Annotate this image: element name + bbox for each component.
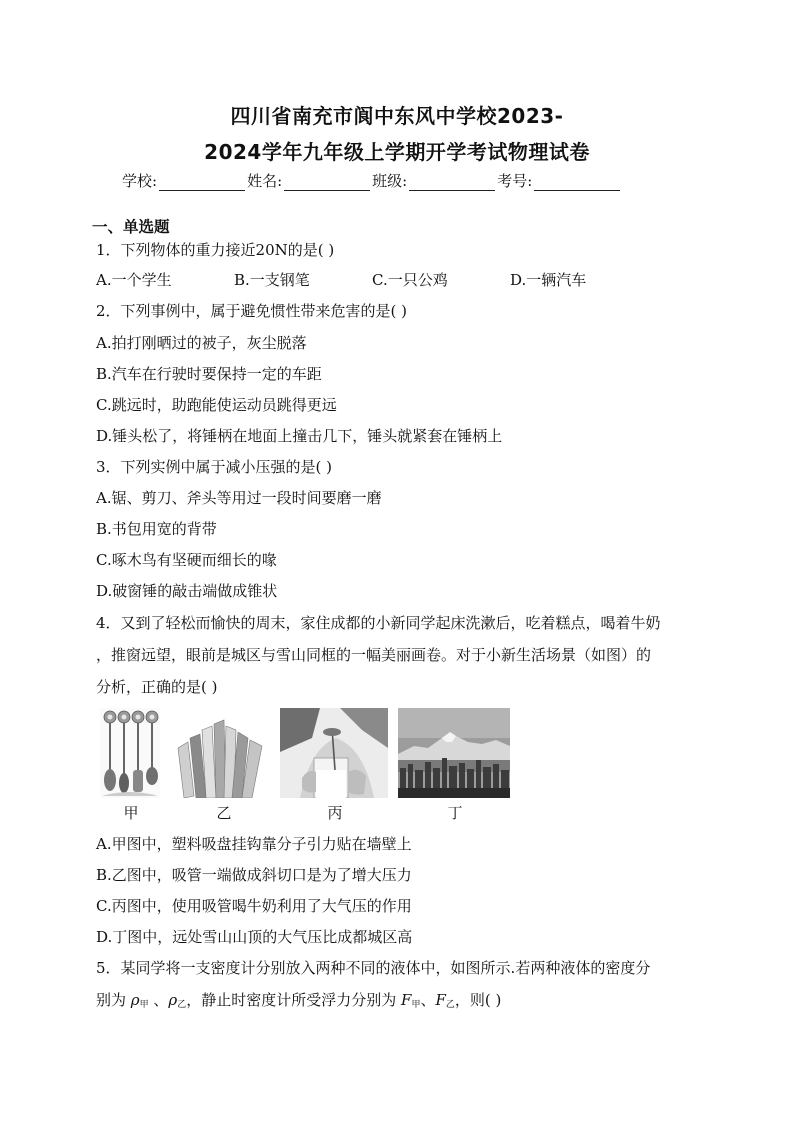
question-2-option-a: A.拍打刚晒过的被子，灰尘脱落	[96, 334, 307, 352]
student-info-row	[122, 170, 622, 191]
question-3-option-a: A.锯、剪刀、斧头等用过一段时间要磨一磨	[96, 489, 382, 507]
figure-ding-city-snow-mountain	[398, 708, 510, 798]
q5-separator-2: 、	[420, 991, 436, 1009]
question-3-option-d: D.破窗锤的敲击端做成锥状	[96, 582, 278, 600]
figure-caption-ding: 丁	[447, 804, 463, 822]
force-subscript-yi: 乙	[445, 1000, 455, 1010]
exam-title-line-1: 四川省南充市阆中东风中学校2023-	[230, 104, 564, 128]
exam-title-line-2: 2024学年九年级上学期开学考试物理试卷	[204, 140, 590, 164]
question-5-stem-line-1: 5．某同学将一支密度计分别放入两种不同的液体中，如图所示.若两种液体的密度分	[96, 959, 651, 977]
question-4-option-c: C.丙图中，使用吸管喝牛奶利用了大气压的作用	[96, 897, 412, 915]
q5-separator-1: 、	[148, 991, 169, 1009]
question-1-option-b: B.一支钢笔	[234, 271, 310, 289]
question-3-stem: 3．下列实例中属于减小压强的是( )	[96, 458, 333, 476]
figure-caption-yi: 乙	[216, 804, 232, 822]
rho-symbol-2: ρ	[168, 991, 178, 1009]
question-1-option-c: C.一只公鸡	[372, 271, 448, 289]
rho-subscript-yi: 乙	[177, 1000, 187, 1010]
rho-symbol: ρ	[130, 991, 140, 1009]
question-1-stem: 1．下列物体的重力接近20N的是( )	[96, 241, 335, 259]
force-symbol-2: F	[435, 991, 446, 1009]
question-4-option-b: B.乙图中，吸管一端做成斜切口是为了增大压力	[96, 866, 412, 884]
school-label: 学校:	[122, 172, 158, 190]
question-3-option-b: B.书包用宽的背带	[96, 520, 217, 538]
figure-jia-suction-hooks	[100, 708, 160, 798]
section-heading: 一、单选题	[92, 218, 170, 236]
question-2-stem: 2．下列事例中，属于避免惯性带来危害的是( )	[96, 302, 408, 320]
class-blank[interactable]	[409, 174, 495, 191]
figure-yi-straws	[176, 708, 268, 798]
question-4-stem-line-3: 分析，正确的是( )	[96, 678, 218, 696]
question-4-option-a: A.甲图中，塑料吸盘挂钩靠分子引力贴在墙壁上	[96, 835, 412, 853]
figure-caption-jia: 甲	[123, 804, 139, 822]
force-symbol: F	[401, 991, 412, 1009]
question-2-option-c: C.跳远时，助跑能使运动员跳得更远	[96, 396, 337, 414]
exam-number-blank[interactable]	[534, 174, 620, 191]
name-blank[interactable]	[284, 174, 370, 191]
rho-subscript-jia: 甲	[139, 1000, 149, 1010]
name-label: 姓名:	[247, 172, 283, 190]
q5-text-part-2: ，静止时密度计所受浮力分别为	[186, 991, 402, 1009]
question-2-option-d: D.锤头松了，将锤柄在地面上撞击几下，锤头就紧套在锤柄上	[96, 427, 503, 445]
class-label: 班级:	[372, 172, 408, 190]
question-3-option-c: C.啄木鸟有坚硬而细长的喙	[96, 551, 277, 569]
exam-number-label: 考号:	[497, 172, 533, 190]
question-5-stem-line-2	[96, 989, 501, 1010]
figure-bing-drinking-milk	[280, 708, 388, 798]
question-4-option-d: D.丁图中，远处雪山山顶的大气压比成都城区高	[96, 928, 413, 946]
figure-caption-bing: 丙	[327, 804, 343, 822]
question-1-option-d: D.一辆汽车	[510, 271, 587, 289]
question-1-option-a: A.一个学生	[96, 271, 172, 289]
question-4-stem-line-2: ，推窗远望，眼前是城区与雪山同框的一幅美丽画卷。对于小新生活场景（如图）的	[96, 646, 652, 664]
q5-text-part-3: ，则( )	[454, 991, 502, 1009]
school-blank[interactable]	[159, 174, 245, 191]
question-2-option-b: B.汽车在行驶时要保持一定的车距	[96, 365, 322, 383]
question-4-stem-line-1: 4．又到了轻松而愉快的周末，家住成都的小新同学起床洗漱后，吃着糕点，喝着牛奶	[96, 614, 661, 632]
force-subscript-jia: 甲	[411, 1000, 421, 1010]
q5-text-part-1: 别为	[96, 991, 131, 1009]
